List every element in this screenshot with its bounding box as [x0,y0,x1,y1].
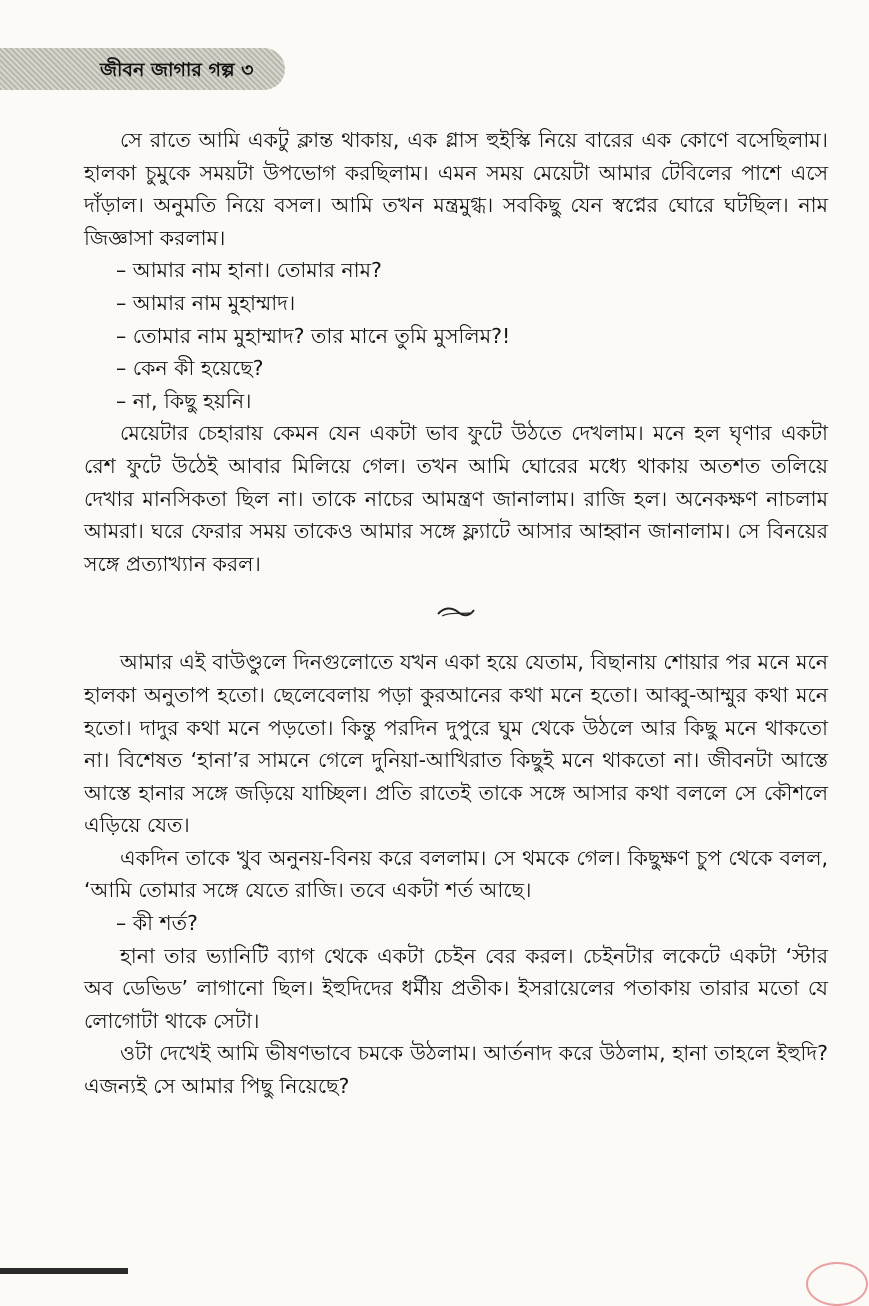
running-header: জীবন জাগার গল্প ৩ [100,59,254,81]
dialog-line: – কেন কী হয়েছে? [116,356,264,381]
dialog-line: – না, কিছু হয়নি। [116,388,252,413]
section-divider-ornament [84,586,828,638]
paragraph-intro: সে রাতে আমি একটু ক্লান্ত থাকায়, এক গ্লাস হুইস্কি নিয়ে বারের এক কোণে বসেছিলাম। হালকা চুমুকে সময়টা উপভোগ করছিলাম। এমন সময় মেয়েটা আমার টেবিলের পাশে এসে দাঁড়াল। অনুমতি নিয়ে বসল। আমি তখন মন্ত্রমুগ্ধ। সবকিছু যেন স্বপ্নের ঘোরে ঘটছিল। নাম জিজ্ঞাসা করলাম। [84,128,828,250]
paragraph-2: আমার এই বাউণ্ডুলে দিনগুলোতে যখন একা হয়ে যেতাম, বিছানায় শোয়ার পর মনে মনে হালকা অনুতাপ হতো। ছেলেবেলায় পড়া কুরআনের কথা মনে হতো। আব্বু-আম্মুর কথা মনে হতো। দাদুর কথা মনে পড়তো। কিন্তু পরদিন দুপুরে ঘুম থেকে উঠলে আর কিছু মনে থাকতো না। বিশেষত ‘হানা’র সামনে গেলে দুনিয়া-আখিরাত কিছুই মনে থাকতো না। জীবনটা আস্তে আস্তে হানার সঙ্গে জড়িয়ে যাচ্ছিল। প্রতি রাতেই তাকে সঙ্গে আসার কথা বললে সে কৌশলে এড়িয়ে যেত। [84,650,828,838]
dialog-line: – আমার নাম হানা। তোমার নাম? [116,258,382,283]
paragraph-after-dialog: মেয়েটার চেহারায় কেমন যেন একটা ভাব ফুটে উঠতে দেখলাম। মনে হল ঘৃণার একটা রেশ ফুটে উঠেই আবার মিলিয়ে গেল। তখন আমি ঘোরের মধ্যে থাকায় অতশত তলিয়ে দেখার মানসিকতা ছিল না। তাকে নাচের আমন্ত্রণ জানালাম। রাজি হল। অনেকক্ষণ নাচলাম আমরা। ঘরে ফেরার সময় তাকেও আমার সঙ্গে ফ্ল্যাটে আসার আহ্বান জানালাম। সে বিনয়ের সঙ্গে প্রত্যাখ্যান করল। [84,421,828,576]
page-number-circle [806,1262,868,1306]
dialog-line: – আমার নাম মুহাম্মাদ। [116,290,296,315]
paragraph-3: একদিন তাকে খুব অনুনয়-বিনয় করে বললাম। সে থমকে গেল। কিছুক্ষণ চুপ থেকে বলল, ‘আমি তোমার সঙ্গে যেতে রাজি। তবে একটা শর্ত আছে। [84,845,828,903]
footer-rule [0,1268,128,1274]
dialog-line: – তোমার নাম মুহাম্মাদ? তার মানে তুমি মুসলিম?! [116,323,511,348]
dialog-line: – কী শর্ত? [116,911,198,936]
page-body [84,124,828,1103]
paragraph-5: ওটা দেখেই আমি ভীষণভাবে চমকে উঠলাম। আর্তনাদ করে উঠলাম, হানা তাহলে ইহুদি? এজন্যই সে আমার পিছু নিয়েছে? [84,1041,828,1099]
paragraph-4: হানা তার ভ্যানিটি ব্যাগ থেকে একটা চেইন বের করল। চেইনটার লকেটে একটা ‘স্টার অব ডেভিড’ লাগানো ছিল। ইহুদিদের ধর্মীয় প্রতীক। ইসরায়েলের পতাকায় তারার মতো যে লোগোটা থাকে সেটা। [84,943,828,1033]
ornament-icon [436,605,476,619]
